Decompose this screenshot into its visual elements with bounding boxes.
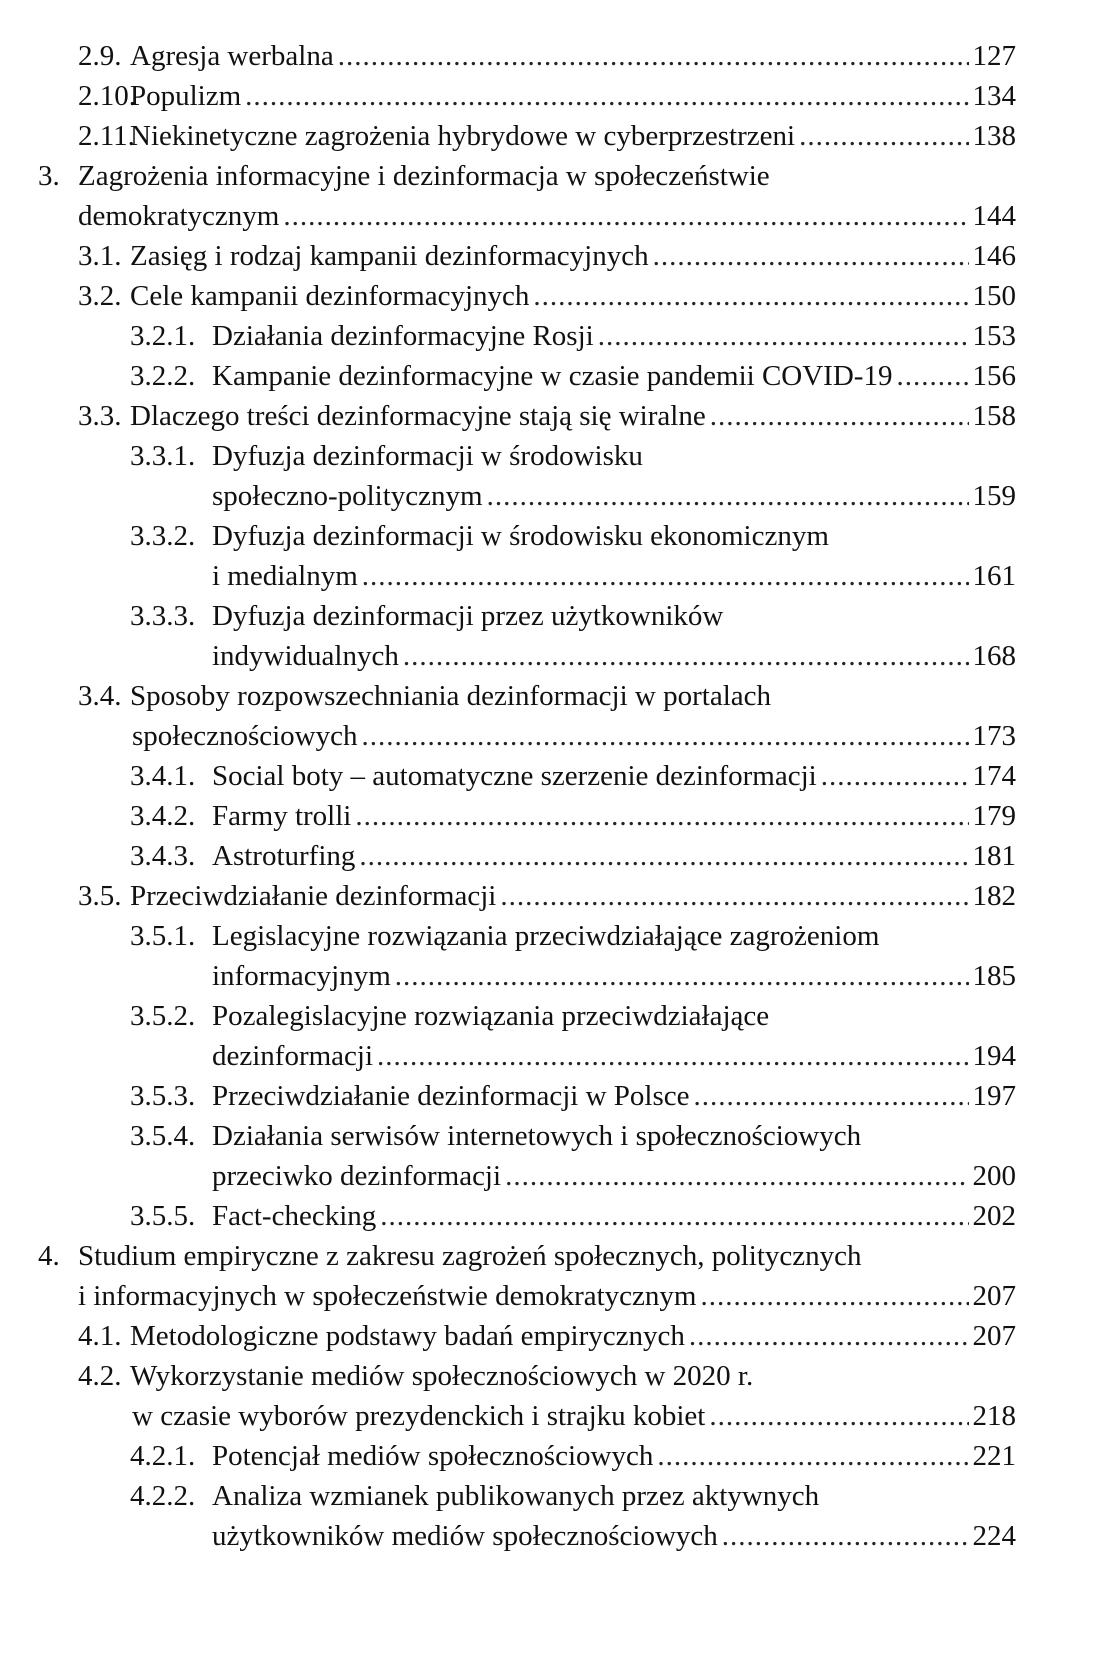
toc-entry-number: 2.11. — [78, 120, 135, 152]
toc-page-number: 146 — [972, 240, 1016, 272]
toc-entry-line — [0, 1196, 1106, 1236]
toc-leader-dots — [689, 1316, 969, 1356]
toc-leader-dots — [653, 236, 969, 276]
toc-page-number: 150 — [972, 280, 1016, 312]
toc-leader-dots — [598, 316, 969, 356]
toc-entry-title: Działania serwisów internetowych i społecznościowych — [212, 1120, 862, 1152]
toc-entry-line — [0, 436, 1106, 476]
toc-entry-number: 4.2.2. — [130, 1480, 196, 1512]
toc-leader-dots — [362, 556, 969, 596]
toc-page-number: 158 — [972, 400, 1016, 432]
toc-entry-line — [0, 36, 1106, 76]
toc-entry-number: 2.10. — [78, 80, 136, 112]
toc-entry-number: 4.1. — [78, 1320, 122, 1352]
toc-entry[interactable] — [0, 276, 1106, 316]
toc-entry[interactable] — [0, 1196, 1106, 1236]
toc-entry-title: Metodologiczne podstawy badań empirycznych — [130, 1320, 685, 1352]
toc-page-number: 138 — [972, 120, 1016, 152]
toc-entry-title: w czasie wyborów prezydenckich i strajku kobiet — [132, 1400, 706, 1432]
toc-entry-line — [0, 596, 1106, 636]
toc-leader-dots — [505, 1156, 968, 1196]
toc-entry-line — [0, 1036, 1106, 1076]
toc-entry-title: Legislacyjne rozwiązania przeciwdziałające zagrożeniom — [212, 920, 880, 952]
toc-entry[interactable] — [0, 396, 1106, 436]
toc-entry-title: Przeciwdziałanie dezinformacji — [130, 880, 497, 912]
toc-page-number: 134 — [972, 80, 1016, 112]
toc-leader-dots — [338, 36, 969, 76]
toc-entry[interactable] — [0, 316, 1106, 356]
toc-entry[interactable] — [0, 756, 1106, 796]
toc-entry-title: Pozalegislacyjne rozwiązania przeciwdziałające — [212, 1000, 770, 1032]
toc-entry-line — [0, 1116, 1106, 1156]
toc-entry-line — [0, 1516, 1106, 1556]
toc-entry-line — [0, 956, 1106, 996]
toc-entry-line — [0, 636, 1106, 676]
toc-entry[interactable] — [0, 876, 1106, 916]
toc-entry-line — [0, 676, 1106, 716]
toc-entry-title: Social boty – automatyczne szerzenie dezinformacji — [212, 760, 817, 792]
toc-leader-dots — [245, 76, 968, 116]
toc-leader-dots — [487, 476, 969, 516]
toc-entry-line — [0, 76, 1106, 116]
toc-entry[interactable] — [0, 76, 1106, 116]
toc-entry-title: Zasięg i rodzaj kampanii dezinformacyjnych — [130, 240, 649, 272]
toc-leader-dots — [657, 1436, 968, 1476]
toc-entry-line — [0, 276, 1106, 316]
toc-entry-number: 2.9. — [78, 40, 122, 72]
toc-page-number: 207 — [972, 1280, 1016, 1312]
toc-entry-title: Dyfuzja dezinformacji w środowisku ekonomicznym — [212, 520, 829, 552]
toc-page-number: 218 — [972, 1400, 1016, 1432]
toc-entry[interactable] — [0, 356, 1106, 396]
toc-entry-title: Analiza wzmianek publikowanych przez aktywnych — [212, 1480, 820, 1512]
toc-entry-number: 3.3.2. — [130, 520, 196, 552]
toc-leader-dots — [821, 756, 969, 796]
toc-entry-title: Sposoby rozpowszechniania dezinformacji w portalach — [130, 680, 772, 712]
toc-page-number: 153 — [972, 320, 1016, 352]
table-of-contents — [0, 36, 1106, 1556]
toc-page-number: 181 — [972, 840, 1016, 872]
toc-entry-title: Fact-checking — [212, 1200, 377, 1232]
toc-entry-line — [0, 396, 1106, 436]
toc-entry-number: 3.5.2. — [130, 1000, 196, 1032]
toc-entry[interactable] — [0, 1316, 1106, 1356]
toc-entry-line — [0, 516, 1106, 556]
toc-entry-line — [0, 1236, 1106, 1276]
toc-entry-line — [0, 996, 1106, 1036]
toc-entry-number: 3.4.3. — [130, 840, 196, 872]
toc-entry-title: informacyjnym — [212, 960, 391, 992]
toc-leader-dots — [500, 876, 968, 916]
toc-entry-title: społeczno-politycznym — [212, 480, 483, 512]
toc-page-number: 174 — [972, 760, 1016, 792]
toc-entry-title: Wykorzystanie mediów społecznościowych w 2020 r. — [130, 1360, 754, 1392]
toc-leader-dots — [380, 1196, 968, 1236]
toc-entry-number: 3.3. — [78, 400, 122, 432]
toc-page-number: 179 — [972, 800, 1016, 832]
toc-entry-title: Astroturfing — [212, 840, 356, 872]
toc-entry[interactable] — [0, 36, 1106, 76]
toc-leader-dots — [362, 716, 969, 756]
toc-entry-title: Działania dezinformacyjne Rosji — [212, 320, 594, 352]
toc-entry[interactable] — [0, 836, 1106, 876]
toc-entry[interactable] — [0, 1116, 1106, 1196]
toc-entry[interactable] — [0, 996, 1106, 1076]
toc-entry-title: Niekinetyczne zagrożenia hybrydowe w cyberprzestrzeni — [130, 120, 796, 152]
toc-entry-line — [0, 1156, 1106, 1196]
toc-page-number: 221 — [972, 1440, 1016, 1472]
toc-entry[interactable] — [0, 156, 1106, 236]
toc-entry-title: Zagrożenia informacyjne i dezinformacja w społeczeństwie — [78, 160, 770, 192]
toc-entry-title: demokratycznym — [78, 200, 280, 232]
toc-leader-dots — [395, 956, 969, 996]
toc-page-number: 207 — [972, 1320, 1016, 1352]
toc-entry-title: społecznościowych — [132, 720, 358, 752]
toc-page-number: 127 — [972, 40, 1016, 72]
toc-entry-line — [0, 1076, 1106, 1116]
toc-leader-dots — [533, 276, 968, 316]
toc-entry-title: Cele kampanii dezinformacyjnych — [130, 280, 530, 312]
toc-entry-number: 3.4.2. — [130, 800, 196, 832]
toc-entry[interactable] — [0, 1476, 1106, 1556]
toc-page-number: 156 — [972, 360, 1016, 392]
toc-entry-number: 3.4.1. — [130, 760, 196, 792]
toc-entry-line — [0, 1476, 1106, 1516]
toc-entry-line — [0, 796, 1106, 836]
toc-entry-number: 3.2.1. — [130, 320, 196, 352]
toc-page-number: 200 — [972, 1160, 1016, 1192]
toc-entry-title: Potencjał mediów społecznościowych — [212, 1440, 654, 1472]
toc-entry-line — [0, 1356, 1106, 1396]
toc-entry-title: Dyfuzja dezinformacji przez użytkowników — [212, 600, 724, 632]
toc-page-number: 173 — [972, 720, 1016, 752]
toc-entry-number: 3.4. — [78, 680, 122, 712]
toc-entry-number: 3.3.1. — [130, 440, 196, 472]
toc-entry[interactable] — [0, 436, 1106, 516]
toc-entry-number: 3.5. — [78, 880, 122, 912]
toc-entry-title: przeciwko dezinformacji — [212, 1160, 502, 1192]
toc-entry-line — [0, 876, 1106, 916]
toc-page-number: 159 — [972, 480, 1016, 512]
toc-entry-title: Agresja werbalna — [130, 40, 334, 72]
toc-leader-dots — [799, 116, 968, 156]
toc-entry-title: indywidualnych — [212, 640, 399, 672]
toc-entry[interactable] — [0, 1436, 1106, 1476]
toc-entry[interactable] — [0, 596, 1106, 676]
toc-entry[interactable] — [0, 916, 1106, 996]
toc-entry-line — [0, 116, 1106, 156]
toc-entry[interactable] — [0, 1076, 1106, 1116]
toc-entry-line — [0, 316, 1106, 356]
toc-entry-line — [0, 1316, 1106, 1356]
toc-entry-number: 3.3.3. — [130, 600, 196, 632]
toc-entry-title: dezinformacji — [212, 1040, 374, 1072]
toc-leader-dots — [403, 636, 969, 676]
toc-entry[interactable] — [0, 516, 1106, 596]
toc-leader-dots — [283, 196, 968, 236]
toc-entry-line — [0, 196, 1106, 236]
toc-entry-number: 3.5.5. — [130, 1200, 196, 1232]
toc-entry-line — [0, 356, 1106, 396]
toc-page-number: 202 — [972, 1200, 1016, 1232]
toc-page-number: 224 — [972, 1520, 1016, 1552]
toc-entry-line — [0, 1436, 1106, 1476]
toc-entry-number: 3.5.3. — [130, 1080, 196, 1112]
toc-page-number: 168 — [972, 640, 1016, 672]
toc-page-number: 144 — [972, 200, 1016, 232]
toc-entry-title: Przeciwdziałanie dezinformacji w Polsce — [212, 1080, 690, 1112]
toc-entry-line — [0, 756, 1106, 796]
toc-leader-dots — [694, 1076, 969, 1116]
toc-entry-title: Kampanie dezinformacyjne w czasie pandemii COVID-19 — [212, 360, 893, 392]
toc-entry-number: 4. — [38, 1240, 60, 1272]
toc-entry-number: 3.2. — [78, 280, 122, 312]
toc-entry-line — [0, 1276, 1106, 1316]
toc-entry[interactable] — [0, 1356, 1106, 1436]
toc-entry-number: 4.2.1. — [130, 1440, 196, 1472]
toc-leader-dots — [377, 1036, 968, 1076]
toc-entry[interactable] — [0, 796, 1106, 836]
toc-page-number: 161 — [972, 560, 1016, 592]
toc-page-number: 182 — [972, 880, 1016, 912]
toc-entry-title: Dlaczego treści dezinformacyjne stają się wiralne — [130, 400, 706, 432]
toc-entry[interactable] — [0, 676, 1106, 756]
toc-leader-dots — [359, 836, 968, 876]
toc-leader-dots — [355, 796, 968, 836]
toc-entry-title: Dyfuzja dezinformacji w środowisku — [212, 440, 643, 472]
toc-page-number: 185 — [972, 960, 1016, 992]
toc-entry-number: 3.2.2. — [130, 360, 196, 392]
toc-entry-line — [0, 556, 1106, 596]
toc-entry-title: Farmy trolli — [212, 800, 352, 832]
toc-leader-dots — [710, 396, 969, 436]
toc-entry-title: użytkowników mediów społecznościowych — [212, 1520, 718, 1552]
toc-entry-title: i informacyjnych w społeczeństwie demokratycznym — [78, 1280, 697, 1312]
toc-page-number: 194 — [972, 1040, 1016, 1072]
toc-entry-number: 3.5.4. — [130, 1120, 196, 1152]
toc-entry-line — [0, 236, 1106, 276]
toc-entry-line — [0, 916, 1106, 956]
toc-leader-dots — [722, 1516, 969, 1556]
toc-entry-number: 4.2. — [78, 1360, 122, 1392]
toc-entry[interactable] — [0, 1236, 1106, 1316]
toc-leader-dots — [709, 1396, 968, 1436]
toc-page-number: 197 — [972, 1080, 1016, 1112]
toc-entry-number: 3.5.1. — [130, 920, 196, 952]
toc-entry-line — [0, 1396, 1106, 1436]
toc-entry[interactable] — [0, 236, 1106, 276]
toc-entry-title: Studium empiryczne z zakresu zagrożeń społecznych, politycznych — [78, 1240, 862, 1272]
toc-entry-line — [0, 156, 1106, 196]
toc-entry-number: 3. — [38, 160, 60, 192]
toc-leader-dots — [700, 1276, 968, 1316]
toc-entry-line — [0, 836, 1106, 876]
toc-entry-title: Populizm — [130, 80, 242, 112]
toc-entry-number: 3.1. — [78, 240, 122, 272]
toc-leader-dots — [896, 356, 968, 396]
toc-entry-line — [0, 716, 1106, 756]
toc-entry[interactable] — [0, 116, 1106, 156]
toc-entry-title: i medialnym — [212, 560, 358, 592]
toc-entry-line — [0, 476, 1106, 516]
